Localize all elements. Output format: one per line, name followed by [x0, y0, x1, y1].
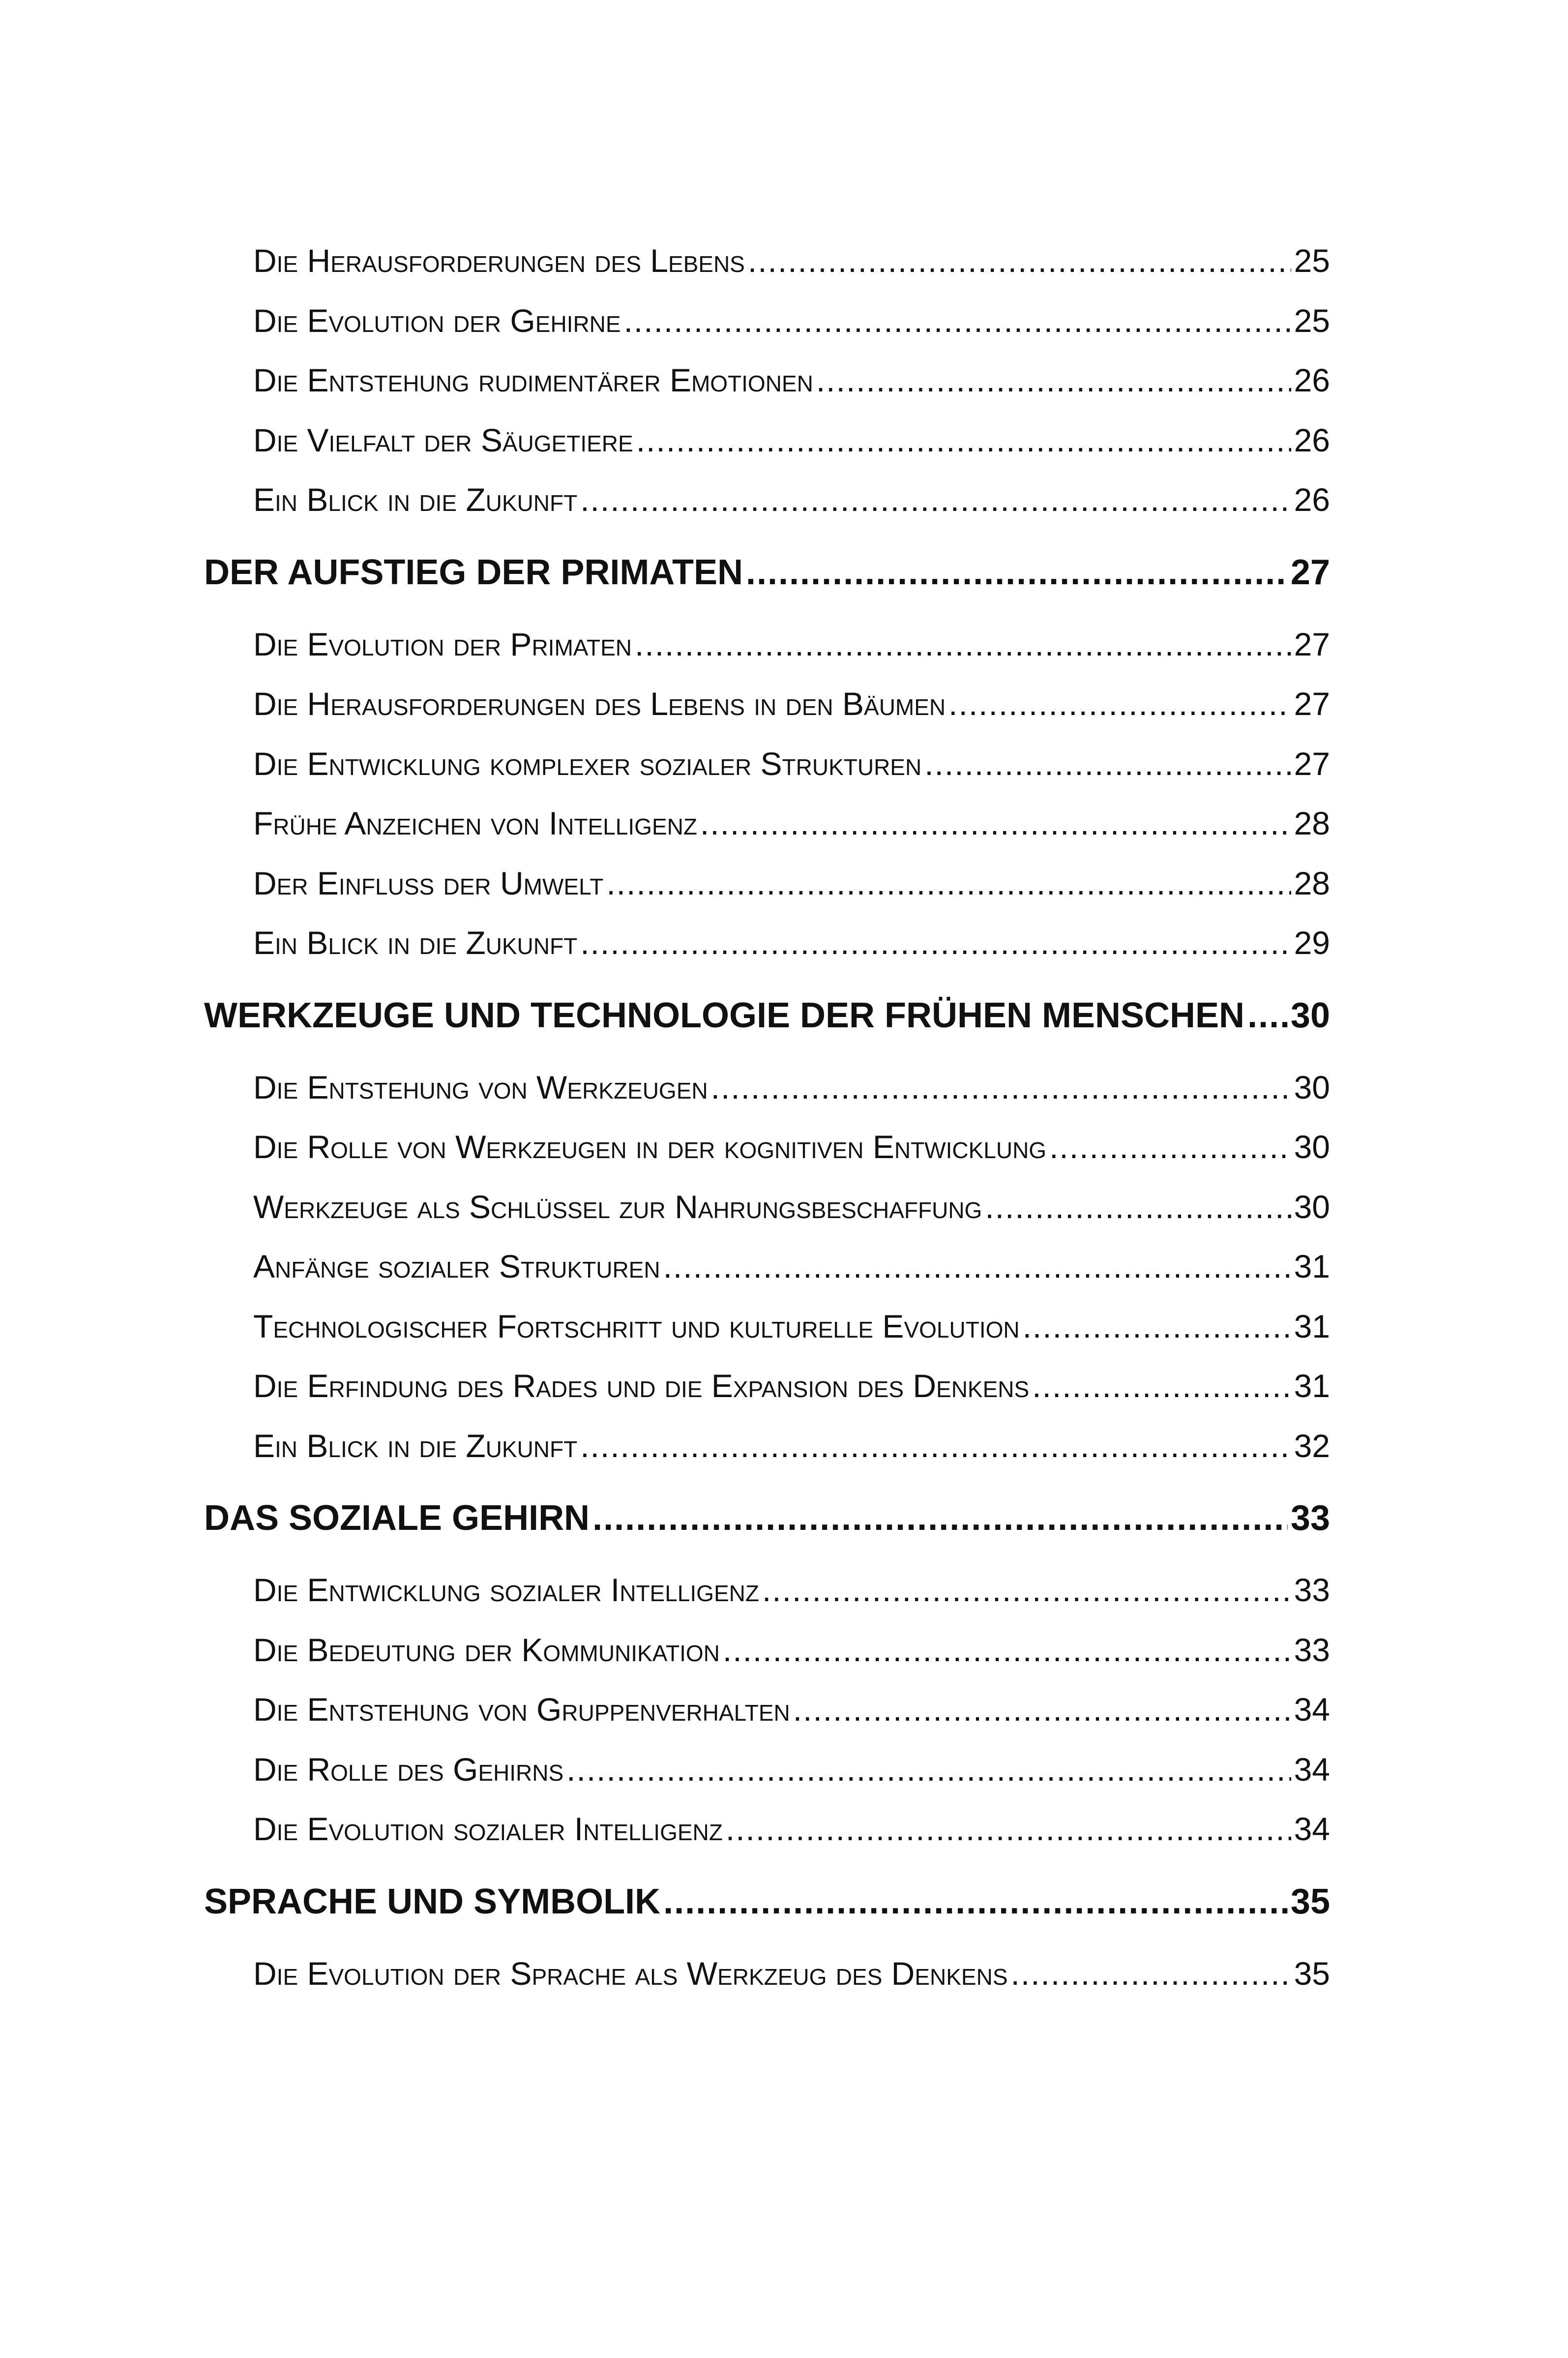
toc-entry[interactable] — [204, 1740, 1330, 1800]
dot-leader — [636, 411, 1291, 471]
toc-chapter[interactable] — [204, 1476, 1330, 1560]
toc-entry-page: 31 — [1294, 1308, 1330, 1344]
toc-chapter-title: DER AUFSTIEG DER PRIMATEN — [204, 552, 743, 592]
toc-entry-title: Werkzeuge als Schlüssel zur Nahrungsbeschaffung — [253, 1188, 982, 1225]
toc-chapter[interactable] — [204, 1859, 1330, 1944]
toc-entry-title: Die Entstehung von Werkzeugen — [253, 1069, 708, 1105]
toc-entry[interactable] — [204, 615, 1330, 675]
toc-chapter-page: 33 — [1290, 1498, 1330, 1538]
toc-entry-page: 33 — [1294, 1572, 1330, 1608]
toc-entry-page: 26 — [1294, 481, 1330, 518]
toc-entry[interactable] — [204, 470, 1330, 530]
toc-entry-title: Die Erfindung des Rades und die Expansion des Denkens — [253, 1368, 1030, 1404]
toc-entry[interactable] — [204, 1799, 1330, 1859]
toc-chapter-title: WERKZEUGE UND TECHNOLOGIE DER FRÜHEN MENSCHEN — [204, 995, 1245, 1035]
toc-entry-title: Technologischer Fortschritt und kulturelle Evolution — [253, 1308, 1020, 1344]
toc-entry-title: Die Herausforderungen des Lebens in den Bäumen — [253, 686, 946, 722]
toc-entry-title: Die Vielfalt der Säugetiere — [253, 421, 633, 458]
toc-entry[interactable] — [204, 1117, 1330, 1177]
toc-entry-page: 35 — [1294, 1955, 1330, 1992]
toc-chapter-title: DAS SOZIALE GEHIRN — [204, 1498, 590, 1538]
toc-entry-page: 30 — [1294, 1188, 1330, 1225]
toc-entry-page: 34 — [1294, 1751, 1330, 1788]
toc-entry-page: 30 — [1294, 1129, 1330, 1165]
toc-entry[interactable] — [204, 913, 1330, 973]
dot-leader — [606, 854, 1291, 914]
toc-chapter-title: SPRACHE UND SYMBOLIK — [204, 1881, 661, 1921]
toc-entry[interactable] — [204, 1416, 1330, 1476]
toc-entry[interactable] — [204, 794, 1330, 854]
toc-entry[interactable] — [204, 1680, 1330, 1740]
toc-entry-page: 27 — [1294, 626, 1330, 662]
toc-entry-page: 31 — [1294, 1368, 1330, 1404]
toc-entry[interactable] — [204, 674, 1330, 734]
dot-leader — [816, 351, 1291, 411]
dot-leader — [762, 1560, 1291, 1620]
dot-leader — [1011, 1944, 1291, 2004]
dot-leader — [793, 1680, 1291, 1740]
toc-entry-page: 28 — [1294, 805, 1330, 841]
toc-entry-title: Die Entwicklung sozialer Intelligenz — [253, 1572, 759, 1608]
toc-chapter-page: 35 — [1290, 1881, 1330, 1921]
dot-leader — [592, 1476, 1288, 1560]
dot-leader — [663, 1859, 1288, 1944]
dot-leader — [566, 1740, 1291, 1800]
toc-entry-page: 25 — [1294, 302, 1330, 339]
toc-entry[interactable] — [204, 854, 1330, 914]
toc-entry-title: Die Entstehung rudimentärer Emotionen — [253, 362, 813, 398]
toc-entry-title: Ein Blick in die Zukunft — [253, 1427, 578, 1464]
table-of-contents — [204, 231, 1330, 2003]
dot-leader — [635, 615, 1291, 675]
toc-entry-title: Die Herausforderungen des Lebens — [253, 242, 745, 279]
toc-chapter-page: 27 — [1290, 552, 1330, 592]
toc-entry-page: 30 — [1294, 1069, 1330, 1105]
toc-entry[interactable] — [204, 411, 1330, 471]
toc-entry-title: Die Evolution der Gehirne — [253, 302, 621, 339]
toc-entry-page: 33 — [1294, 1631, 1330, 1668]
dot-leader — [663, 1237, 1291, 1297]
dot-leader — [748, 231, 1291, 291]
dot-leader — [1023, 1297, 1291, 1357]
toc-entry-title: Anfänge sozialer Strukturen — [253, 1248, 660, 1284]
toc-entry-page: 34 — [1294, 1691, 1330, 1728]
toc-entry-title: Die Evolution der Sprache als Werkzeug des Denkens — [253, 1955, 1008, 1992]
toc-entry-page: 31 — [1294, 1248, 1330, 1284]
dot-leader — [1247, 973, 1288, 1058]
toc-entry-page: 34 — [1294, 1811, 1330, 1847]
toc-entry[interactable] — [204, 1356, 1330, 1416]
toc-entry-title: Frühe Anzeichen von Intelligenz — [253, 805, 697, 841]
toc-entry-page: 27 — [1294, 686, 1330, 722]
toc-entry-page: 28 — [1294, 865, 1330, 901]
toc-entry-page: 26 — [1294, 362, 1330, 398]
toc-entry[interactable] — [204, 1177, 1330, 1237]
dot-leader — [580, 913, 1291, 973]
toc-entry[interactable] — [204, 1560, 1330, 1620]
toc-entry-page: 29 — [1294, 925, 1330, 961]
toc-chapter[interactable] — [204, 973, 1330, 1058]
dot-leader — [711, 1058, 1291, 1118]
dot-leader — [1049, 1117, 1291, 1177]
toc-entry[interactable] — [204, 1944, 1330, 2004]
toc-chapter-page: 30 — [1290, 995, 1330, 1035]
toc-entry-page: 32 — [1294, 1427, 1330, 1464]
toc-entry[interactable] — [204, 1620, 1330, 1680]
toc-entry[interactable] — [204, 1237, 1330, 1297]
toc-entry[interactable] — [204, 291, 1330, 351]
toc-entry[interactable] — [204, 734, 1330, 794]
dot-leader — [624, 291, 1291, 351]
toc-entry[interactable] — [204, 351, 1330, 411]
dot-leader — [580, 1416, 1291, 1476]
toc-entry-page: 27 — [1294, 745, 1330, 782]
dot-leader — [700, 794, 1291, 854]
dot-leader — [1032, 1356, 1291, 1416]
toc-entry-page: 25 — [1294, 242, 1330, 279]
toc-entry-title: Die Bedeutung der Kommunikation — [253, 1631, 720, 1668]
toc-entry-title: Der Einfluss der Umwelt — [253, 865, 604, 901]
toc-entry-title: Ein Blick in die Zukunft — [253, 481, 578, 518]
dot-leader — [985, 1177, 1291, 1237]
dot-leader — [580, 470, 1291, 530]
toc-entry-title: Die Entwicklung komplexer sozialer Strukturen — [253, 745, 922, 782]
toc-entry-page: 26 — [1294, 421, 1330, 458]
toc-entry[interactable] — [204, 1297, 1330, 1357]
toc-entry-title: Die Evolution der Primaten — [253, 626, 632, 662]
toc-entry-title: Die Rolle von Werkzeugen in der kognitiven Entwicklung — [253, 1129, 1047, 1165]
toc-entry-title: Die Entstehung von Gruppenverhalten — [253, 1691, 790, 1728]
toc-chapter[interactable] — [204, 530, 1330, 615]
toc-entry-title: Die Rolle des Gehirns — [253, 1751, 564, 1788]
dot-leader — [746, 530, 1288, 615]
dot-leader — [726, 1799, 1291, 1859]
toc-entry-title: Die Evolution sozialer Intelligenz — [253, 1811, 723, 1847]
dot-leader — [948, 674, 1291, 734]
toc-entry-title: Ein Blick in die Zukunft — [253, 925, 578, 961]
toc-entry[interactable] — [204, 1058, 1330, 1118]
dot-leader — [723, 1620, 1291, 1680]
dot-leader — [924, 734, 1291, 794]
toc-entry[interactable] — [204, 231, 1330, 291]
